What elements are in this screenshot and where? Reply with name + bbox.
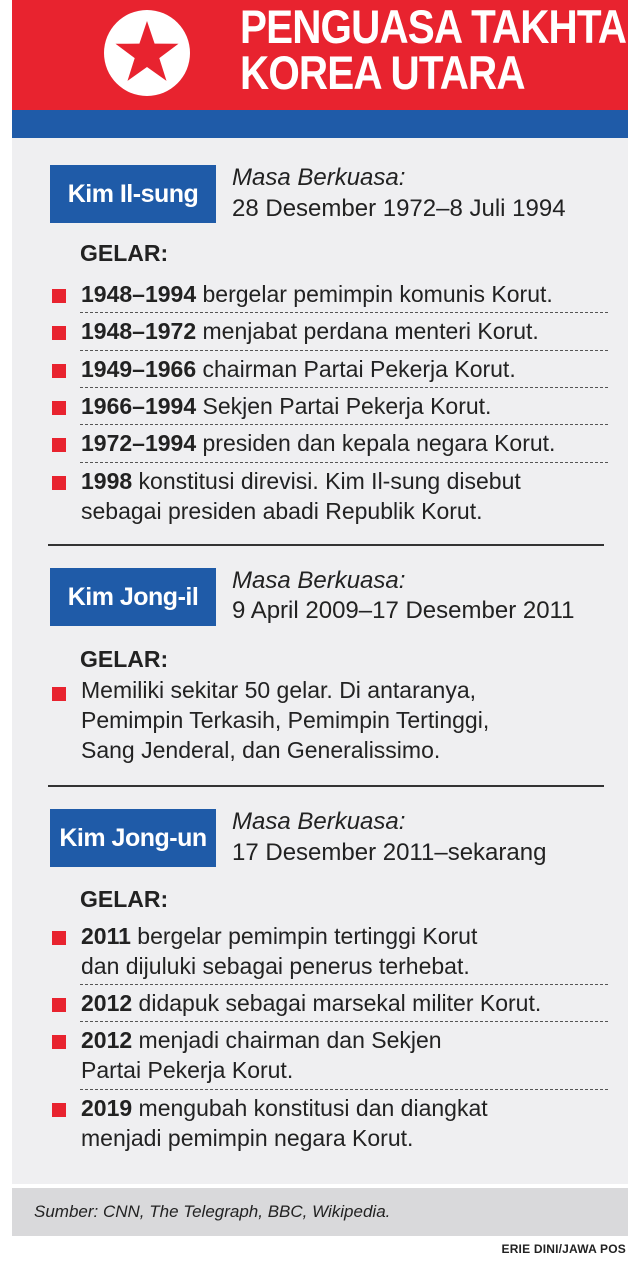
bullet-square-icon xyxy=(52,326,66,340)
item-text: Sekjen Partai Pekerja Korut. xyxy=(196,393,492,419)
divider xyxy=(80,984,608,985)
masa-label: Masa Berkuasa: xyxy=(232,164,406,191)
bullet-square-icon xyxy=(52,364,66,378)
item-text: menjadi chairman dan Sekjen xyxy=(132,1027,442,1053)
gelar-label: GELAR: xyxy=(80,240,169,266)
masa-value: 28 Desember 1972–8 Juli 1994 xyxy=(232,195,566,222)
masa-label: Masa Berkuasa: xyxy=(232,808,406,835)
item-text: bergelar pemimpin tertinggi Korut xyxy=(130,923,478,949)
bullet-square-icon xyxy=(52,931,66,945)
bullet-square-icon xyxy=(52,401,66,415)
masa-value: 17 Desember 2011–sekarang xyxy=(232,839,547,866)
item-text: didapuk sebagai marsekal militer Korut. xyxy=(132,990,542,1016)
section-divider xyxy=(48,785,604,787)
item-text: konstitusi direvisi. Kim Il-sung disebut xyxy=(132,468,521,494)
item-year: 1966–1994 xyxy=(81,393,197,419)
item-year: 2012 xyxy=(81,990,133,1016)
bullet-square-icon xyxy=(52,998,66,1012)
credit-line: ERIE DINI/JAWA POS xyxy=(501,1242,626,1256)
item-text: chairman Partai Pekerja Korut. xyxy=(196,356,516,382)
bullet-square-icon xyxy=(52,1035,66,1049)
bullet-square-icon xyxy=(52,1103,66,1117)
section-divider xyxy=(48,544,604,546)
item-year: 2019 xyxy=(81,1095,133,1121)
gelar-label: GELAR: xyxy=(80,646,169,672)
source-note: Sumber: CNN, The Telegraph, BBC, Wikipedia. xyxy=(12,1188,628,1236)
item-year: 1972–1994 xyxy=(81,430,197,456)
divider xyxy=(80,1089,608,1090)
item-year: 2012 xyxy=(81,1027,133,1053)
title-line-2: KOREA UTARA xyxy=(240,46,525,99)
divider xyxy=(80,424,608,425)
item-text-line-2: menjadi pemimpin negara Korut. xyxy=(81,1125,414,1151)
ruler-name-kim-il-sung: Kim Il-sung xyxy=(50,165,216,223)
divider xyxy=(80,387,608,388)
bullet-square-icon xyxy=(52,289,66,303)
ruler-name-kim-jong-un: Kim Jong-un xyxy=(50,809,216,867)
item-text: presiden dan kepala negara Korut. xyxy=(196,430,556,456)
gelar-label: GELAR: xyxy=(80,886,169,912)
masa-label: Masa Berkuasa: xyxy=(232,567,406,594)
header-banner xyxy=(12,0,628,110)
blue-stripe xyxy=(12,110,628,138)
divider xyxy=(80,312,608,313)
item-year: 1948–1994 xyxy=(81,281,197,307)
item-text: mengubah konstitusi dan diangkat xyxy=(132,1095,488,1121)
divider xyxy=(80,350,608,351)
divider xyxy=(80,462,608,463)
item-year: 1948–1972 xyxy=(81,318,197,344)
item-text: Memiliki sekitar 50 gelar. Di antaranya, xyxy=(81,677,476,703)
ruler-name-kim-jong-il: Kim Jong-il xyxy=(50,568,216,626)
item-text-line-2: sebagai presiden abadi Republik Korut. xyxy=(81,498,483,524)
item-text-line-2: Partai Pekerja Korut. xyxy=(81,1057,294,1083)
bullet-square-icon xyxy=(52,476,66,490)
title-line-1: PENGUASA TAKHTA xyxy=(240,0,627,53)
item-text-line-3: Sang Jenderal, dan Generalissimo. xyxy=(81,737,441,763)
masa-value: 9 April 2009–17 Desember 2011 xyxy=(232,597,575,624)
item-text: menjabat perdana menteri Korut. xyxy=(196,318,539,344)
item-text: bergelar pemimpin komunis Korut. xyxy=(196,281,553,307)
divider xyxy=(80,1021,608,1022)
item-text-line-2: Pemimpin Terkasih, Pemimpin Tertinggi, xyxy=(81,707,490,733)
bullet-square-icon xyxy=(52,438,66,452)
north-korea-star-icon xyxy=(104,10,190,96)
page-title xyxy=(240,0,627,99)
bullet-square-icon xyxy=(52,687,66,701)
item-year: 1949–1966 xyxy=(81,356,197,382)
item-year: 2011 xyxy=(81,923,131,949)
item-text-line-2: dan dijuluki sebagai penerus terhebat. xyxy=(81,953,470,979)
flag-emblem xyxy=(104,10,190,96)
item-year: 1998 xyxy=(81,468,133,494)
